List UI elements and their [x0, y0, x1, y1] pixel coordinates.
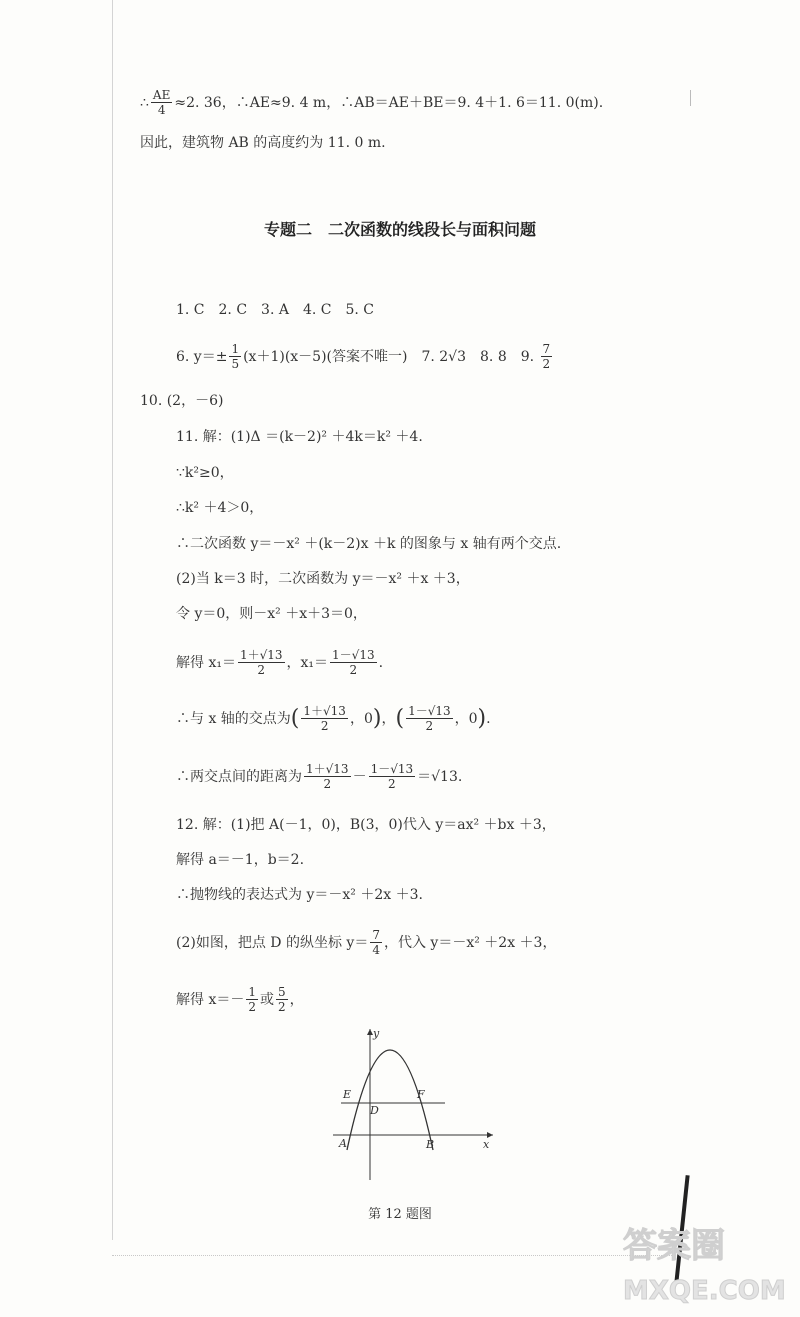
figure-caption: 第 12 题图	[368, 1207, 432, 1222]
watermark-text-2: MXQE.COM	[623, 1276, 786, 1306]
top-line-1: ∴ $\frac{AE}{4}$ ≈2. 36，∴AE≈9. 4 m，∴AB＝AE＋BE＝9. 4＋1. 6＝11. 0(m).	[140, 88, 604, 118]
q11-line-5: (2)当 k＝3 时，二次函数为 y＝－x² ＋x ＋3，	[176, 571, 470, 587]
q12-line-1: 12. 解：(1)把 A(－1，0)，B(3，0)代入 y＝ax² ＋bx ＋3，	[176, 817, 556, 833]
fraction: $\frac{AE}{4}$	[152, 88, 171, 118]
edge-mark	[690, 90, 691, 106]
point-e-label: E	[343, 1088, 352, 1101]
dotted-rule	[112, 1255, 672, 1256]
point-d-label: D	[370, 1104, 379, 1117]
q12-line-2: 解得 a＝－1，b＝2.	[176, 852, 305, 868]
q12-line-3: ∴抛物线的表达式为 y＝－x² ＋2x ＋3.	[176, 887, 423, 903]
q11-line-8: ∴与 x 轴的交点为( $\frac{1+√13}{2}$ ，0)，( $\frac{1-√13}{2}$ ，0).	[176, 704, 491, 734]
q11-line-9: ∴两交点间的距离为 $\frac{1+√13}{2}$ － $\frac{1-√13}{2}$ ＝√13.	[176, 762, 463, 792]
fraction: $\frac{1-√13}{2}$	[370, 762, 414, 792]
q11-line-6: 令 y＝0，则－x² ＋x＋3＝0，	[176, 606, 367, 622]
fraction: $\frac{1+√13}{2}$	[239, 648, 283, 678]
top-line-2: 因此，建筑物 AB 的高度约为 11. 0 m.	[140, 135, 386, 151]
fraction: $\frac{5}{2}$	[278, 985, 286, 1015]
point-a-label: A	[339, 1137, 347, 1150]
answer-q10: 10. (2，－6)	[140, 393, 224, 409]
fraction: $\frac{1}{5}$	[231, 342, 240, 372]
watermark-text-1: 答案圈	[623, 1226, 725, 1266]
q11-line-3: ∴k² ＋4＞0，	[176, 500, 264, 516]
y-label: y	[373, 1027, 380, 1040]
x-label: x	[483, 1138, 490, 1151]
fraction: $\frac{1}{2}$	[248, 985, 256, 1015]
q12-line-5: 解得 x＝－ $\frac{1}{2}$ 或 $\frac{5}{2}$ ，	[176, 985, 304, 1015]
fraction: $\frac{1-√13}{2}$	[332, 648, 375, 678]
answers-mc: 1. C 2. C 3. A 4. C 5. C	[176, 302, 374, 318]
answers-q6-q9: 6. y＝± $\frac{1}{5}$ (x＋1)(x－5)(答案不唯一) 7. 2√3 8. 8 9. $\frac{7}{2}$	[176, 342, 551, 372]
page-margin-line	[112, 0, 113, 1240]
fraction: $\frac{7}{4}$	[372, 928, 380, 958]
watermark-logo	[615, 1215, 795, 1315]
point-b-label: B	[426, 1138, 435, 1151]
q11-line-7: 解得 x₁＝ $\frac{1+√13}{2}$ ，x₁＝ $\frac{1-√13}{2}$ .	[176, 648, 384, 678]
fraction: $\frac{1-√13}{2}$	[408, 704, 451, 734]
q11-line-1: 11. 解：(1)Δ ＝(k－2)² ＋4k＝k² ＋4.	[176, 429, 423, 445]
fraction: $\frac{1+√13}{2}$	[303, 704, 346, 734]
q11-line-2: ∵k²≥0，	[176, 465, 234, 481]
fraction: $\frac{7}{2}$	[542, 342, 551, 372]
q12-line-4: (2)如图，把点 D 的纵坐标 y＝ $\frac{7}{4}$ ，代入 y＝－x² ＋2x ＋3，	[176, 928, 557, 958]
fraction: $\frac{1+√13}{2}$	[306, 762, 349, 792]
parabola-figure	[325, 1025, 505, 1185]
point-f-label: F	[417, 1088, 425, 1101]
q11-line-4: ∴二次函数 y＝－x² ＋(k－2)x ＋k 的图象与 x 轴有两个交点.	[176, 536, 562, 552]
section-title: 专题二 二次函数的线段长与面积问题	[263, 220, 536, 239]
